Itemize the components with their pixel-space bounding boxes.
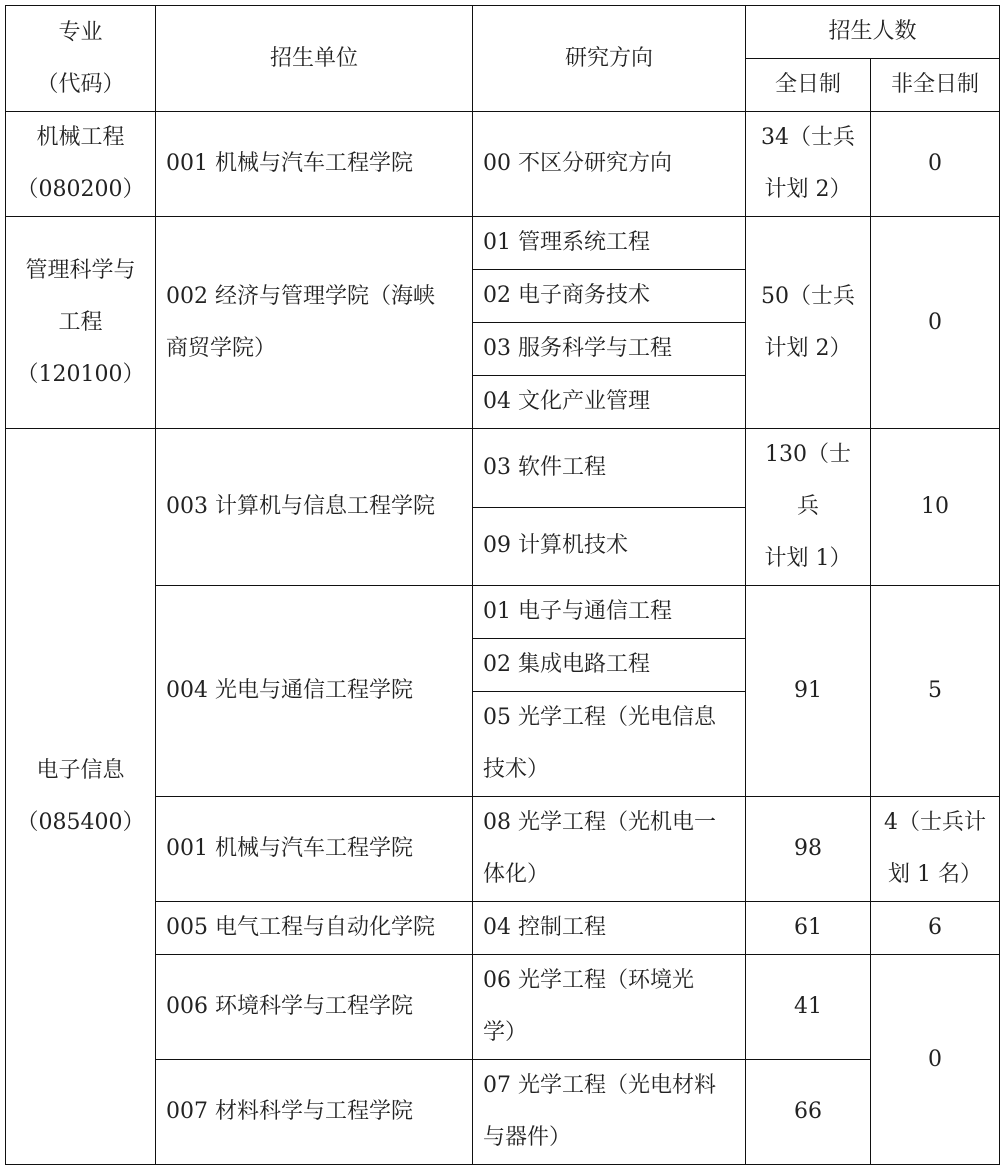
header-fulltime: 全日制 (746, 59, 871, 112)
fulltime-cell: 91 (746, 586, 871, 797)
parttime-cell: 0 (871, 955, 1000, 1165)
major-name-line2: 工程 (58, 309, 103, 335)
direction-cell: 03 服务科学与工程 (473, 323, 746, 376)
fulltime-line1: 34（士兵 (761, 125, 855, 150)
unit-cell: 004 光电与通信工程学院 (156, 586, 473, 797)
direction-cell (473, 1060, 746, 1165)
direction-cell (473, 692, 746, 797)
major-cell (6, 112, 156, 217)
fulltime-cell (746, 429, 871, 586)
header-unit: 招生单位 (156, 6, 473, 112)
fulltime-cell: 61 (746, 902, 871, 955)
fulltime-line2: 计划 2） (764, 335, 852, 361)
unit-cell: 001 机械与汽车工程学院 (156, 797, 473, 902)
direction-line2: 与器件） (483, 1125, 572, 1150)
direction-cell: 04 控制工程 (473, 902, 746, 955)
fulltime-line1: 50（士兵 (761, 283, 855, 309)
direction-line1: 07 光学工程（光电材料 (483, 1073, 716, 1098)
parttime-line1: 4（士兵计 (884, 810, 986, 835)
unit-cell: 005 电气工程与自动化学院 (156, 902, 473, 955)
major-code: （080200） (16, 177, 145, 202)
direction-cell (473, 955, 746, 1060)
direction-cell: 02 集成电路工程 (473, 639, 746, 692)
unit-cell: 006 环境科学与工程学院 (156, 955, 473, 1060)
direction-line1: 06 光学工程（环境光 (483, 968, 694, 993)
direction-line1: 08 光学工程（光机电一 (483, 810, 716, 835)
direction-line2: 技术） (483, 757, 550, 782)
direction-line2: 体化） (483, 862, 550, 887)
fulltime-cell (746, 217, 871, 429)
major-name: 电子信息 (36, 757, 125, 783)
direction-cell: 01 电子与通信工程 (473, 586, 746, 639)
fulltime-cell: 41 (746, 955, 871, 1060)
parttime-line2: 划 1 名） (888, 862, 982, 887)
unit-cell: 003 计算机与信息工程学院 (156, 429, 473, 586)
parttime-cell: 10 (871, 429, 1000, 586)
fulltime-cell: 98 (746, 797, 871, 902)
unit-cell: 007 材料科学与工程学院 (156, 1060, 473, 1165)
fulltime-line2: 计划 1） (764, 546, 852, 571)
parttime-cell: 0 (871, 217, 1000, 429)
major-name-line1: 管理科学与 (25, 257, 136, 283)
direction-cell: 01 管理系统工程 (473, 217, 746, 270)
fulltime-line2: 计划 2） (764, 177, 852, 202)
header-parttime: 非全日制 (871, 59, 1000, 112)
enrollment-table (5, 5, 1000, 1165)
direction-cell: 04 文化产业管理 (473, 376, 746, 429)
unit-line2: 商贸学院） (166, 335, 277, 361)
unit-cell: 001 机械与汽车工程学院 (156, 112, 473, 217)
unit-line1: 002 经济与管理学院（海峡 (166, 283, 435, 309)
parttime-cell (871, 797, 1000, 902)
major-code: （120100） (16, 361, 145, 387)
major-name: 机械工程 (36, 125, 125, 150)
direction-cell: 00 不区分研究方向 (473, 112, 746, 217)
parttime-cell: 5 (871, 586, 1000, 797)
major-code: （085400） (16, 809, 145, 835)
header-major (6, 6, 156, 112)
direction-cell: 02 电子商务技术 (473, 270, 746, 323)
major-cell (6, 429, 156, 1165)
header-major-line1: 专业 (58, 19, 103, 45)
direction-line2: 学） (483, 1020, 528, 1045)
direction-line1: 05 光学工程（光电信息 (483, 705, 716, 730)
header-direction: 研究方向 (473, 6, 746, 112)
header-major-line2: （代码） (36, 71, 125, 97)
parttime-cell: 6 (871, 902, 1000, 955)
header-quota: 招生人数 (746, 6, 1000, 59)
parttime-cell: 0 (871, 112, 1000, 217)
major-cell (6, 217, 156, 429)
direction-cell: 09 计算机技术 (473, 507, 746, 586)
direction-cell (473, 797, 746, 902)
fulltime-cell (746, 112, 871, 217)
unit-cell (156, 217, 473, 429)
fulltime-line1: 130（士兵 (765, 442, 851, 519)
fulltime-cell: 66 (746, 1060, 871, 1165)
direction-cell: 03 软件工程 (473, 429, 746, 508)
